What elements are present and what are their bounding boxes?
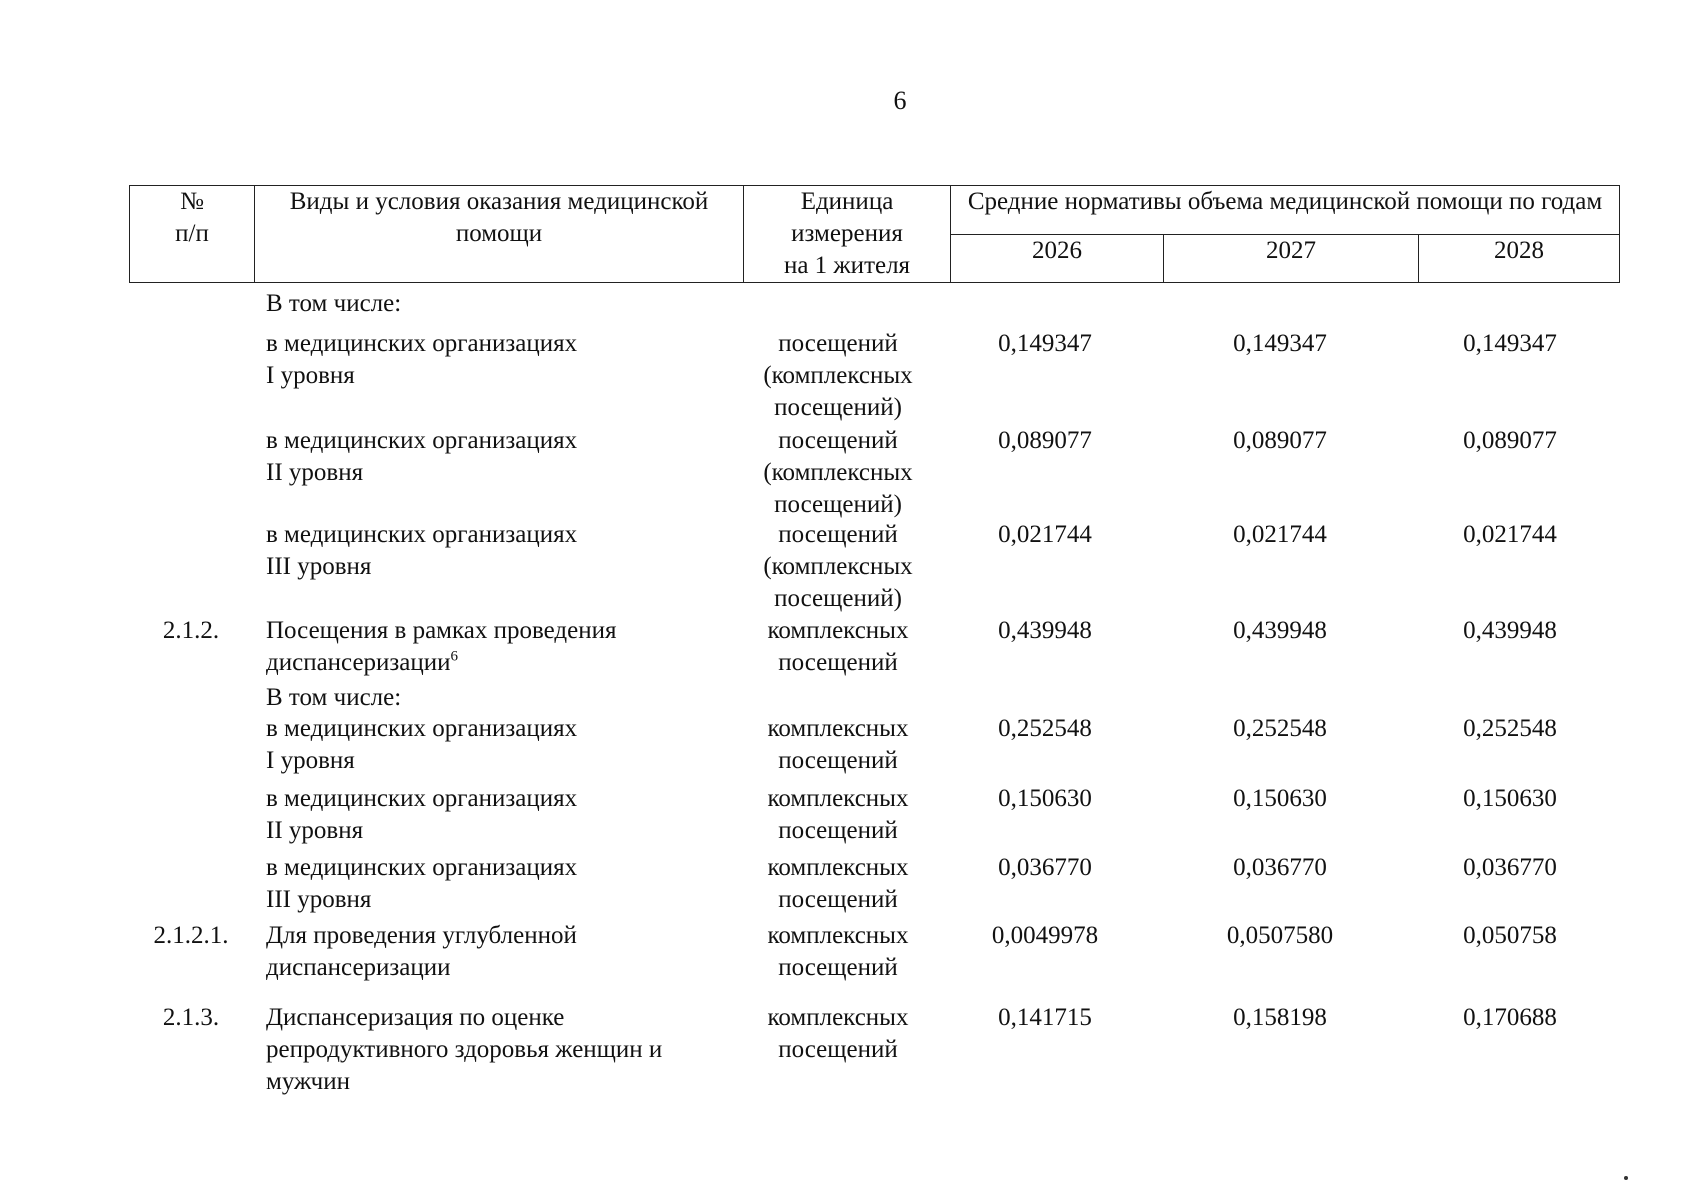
row-value-2027: 0,252548 bbox=[1233, 715, 1327, 742]
row-unit: комплексных посещений bbox=[767, 922, 909, 981]
row-kind: в медицинских организациях III уровня bbox=[266, 854, 578, 913]
row-value-2026: 0,141715 bbox=[998, 1004, 1092, 1031]
row-value-2028: 0,170688 bbox=[1463, 1004, 1557, 1031]
row-value-2027: 0,149347 bbox=[1233, 330, 1327, 357]
row-kind: в медицинских организациях III уровня bbox=[266, 521, 578, 580]
scan-speck bbox=[1624, 1176, 1628, 1180]
page-number: 6 bbox=[893, 86, 907, 115]
row-kind: в медицинских организациях II уровня bbox=[266, 427, 578, 486]
row-kind: в медицинских организациях I уровня bbox=[266, 715, 578, 774]
row-value-2028: 0,150630 bbox=[1463, 785, 1557, 812]
row-value-2026: 0,021744 bbox=[998, 521, 1092, 548]
row-unit: комплексных посещений bbox=[767, 1004, 909, 1063]
row-value-2027: 0,158198 bbox=[1233, 1004, 1327, 1031]
row-value-2027: 0,0507580 bbox=[1226, 922, 1334, 949]
header-kind: Виды и условия оказания медицинской помощи bbox=[255, 186, 744, 283]
row-value-2027: 0,021744 bbox=[1233, 521, 1327, 548]
row-value-2026: 0,150630 bbox=[998, 785, 1092, 812]
row-value-2026: 0,089077 bbox=[998, 427, 1092, 454]
row-unit: посещений (комплексных посещений) bbox=[763, 521, 913, 612]
row-num: 2.1.2.1. bbox=[153, 922, 229, 949]
header-num: № п/п bbox=[130, 186, 255, 283]
row-value-2028: 0,439948 bbox=[1463, 617, 1557, 644]
row-unit: комплексных посещений bbox=[767, 785, 909, 844]
row-num: 2.1.3. bbox=[162, 1004, 220, 1031]
row-unit: комплексных посещений bbox=[767, 715, 909, 774]
row-kind: Диспансеризация по оценке репродуктивного здоровья женщин и мужчин bbox=[266, 1004, 663, 1095]
row-value-2027: 0,036770 bbox=[1233, 854, 1327, 881]
row-value-2028: 0,036770 bbox=[1463, 854, 1557, 881]
row-unit: посещений (комплексных посещений) bbox=[763, 330, 913, 421]
row-kind: В том числе: bbox=[266, 290, 402, 317]
row-unit: комплексных посещений bbox=[767, 617, 909, 676]
header-year-2026: 2026 bbox=[951, 234, 1164, 283]
row-kind: в медицинских организациях I уровня bbox=[266, 330, 578, 389]
header-norms: Средние нормативы объема медицинской помощи по годам bbox=[951, 186, 1620, 235]
header-year-2027: 2027 bbox=[1164, 234, 1419, 283]
table-header bbox=[129, 185, 1620, 283]
row-kind: Посещения в рамках проведения диспансеризации$^6$ bbox=[266, 617, 617, 676]
row-num: 2.1.2. bbox=[162, 617, 220, 644]
row-kind: В том числе: bbox=[266, 684, 402, 711]
row-kind: в медицинских организациях II уровня bbox=[266, 785, 578, 844]
row-value-2026: 0,439948 bbox=[998, 617, 1092, 644]
row-value-2026: 0,0049978 bbox=[991, 922, 1099, 949]
row-kind: Для проведения углубленной диспансеризации bbox=[266, 922, 577, 981]
row-value-2026: 0,149347 bbox=[998, 330, 1092, 357]
row-value-2027: 0,150630 bbox=[1233, 785, 1327, 812]
row-value-2027: 0,439948 bbox=[1233, 617, 1327, 644]
footnote-ref: 6 bbox=[450, 648, 459, 665]
row-unit: комплексных посещений bbox=[767, 854, 909, 913]
row-value-2028: 0,089077 bbox=[1463, 427, 1557, 454]
header-unit: Единица измерения на 1 жителя bbox=[744, 186, 951, 283]
row-value-2028: 0,021744 bbox=[1463, 521, 1557, 548]
row-value-2027: 0,089077 bbox=[1233, 427, 1327, 454]
row-value-2026: 0,252548 bbox=[998, 715, 1092, 742]
row-value-2028: 0,149347 bbox=[1463, 330, 1557, 357]
header-year-2028: 2028 bbox=[1419, 234, 1620, 283]
row-value-2026: 0,036770 bbox=[998, 854, 1092, 881]
row-value-2028: 0,252548 bbox=[1463, 715, 1557, 742]
row-unit: посещений (комплексных посещений) bbox=[763, 427, 913, 518]
row-value-2028: 0,050758 bbox=[1463, 922, 1557, 949]
